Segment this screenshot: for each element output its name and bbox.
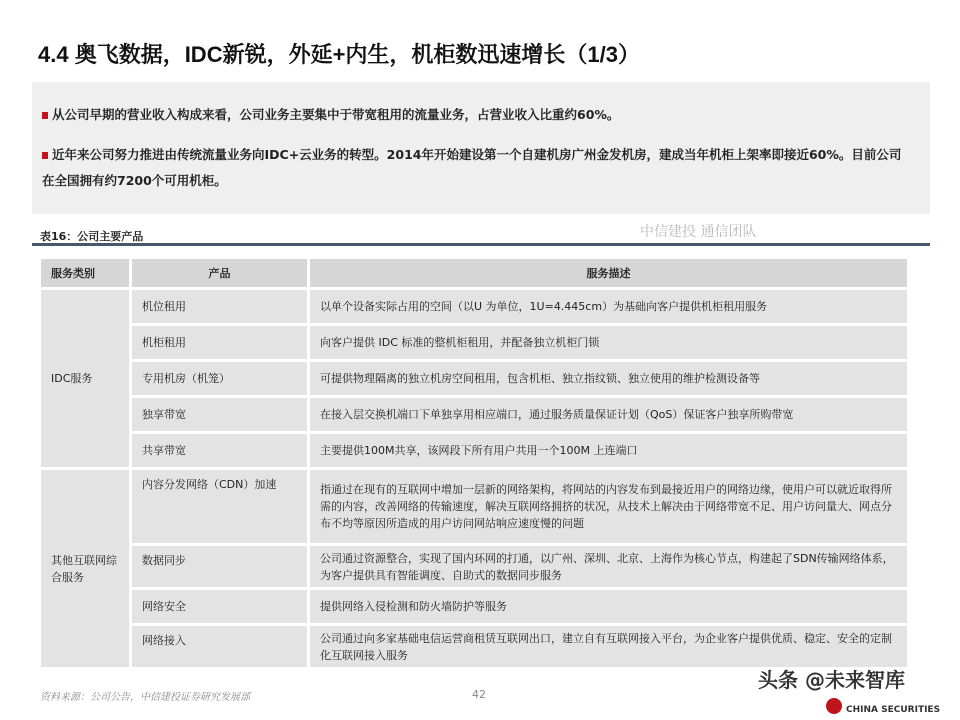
divider [32, 243, 930, 246]
china-securities-logo-icon [826, 698, 842, 714]
desc-cell: 公司通过向多家基础电信运营商租赁互联网出口，建立自有互联网接入平台，为企业客户提供优质、稳定、安全的定制化互联网接入服务 [309, 625, 909, 669]
header-category: 服务类别 [41, 258, 131, 289]
desc-cell: 向客户提供 IDC 标准的整机柜租用，并配备独立机柜门锁 [309, 325, 909, 361]
bullet-text: 从公司早期的营业收入构成来看，公司业务主要集中于带宽租用的流量业务，占营业收入比重约60%。 [52, 107, 620, 122]
desc-cell: 可提供物理隔离的独立机房空间租用，包含机柜、独立指纹锁、独立使用的维护检测设备等 [309, 361, 909, 397]
category-cell: 其他互联网综合服务 [41, 469, 131, 669]
bullet-marker-icon [42, 112, 48, 119]
desc-cell: 主要提供100M共享，该网段下所有用户共用一个100M 上连端口 [309, 433, 909, 469]
desc-cell: 提供网络入侵检测和防火墙防护等服务 [309, 589, 909, 625]
page-number: 42 [472, 688, 486, 701]
table-header [41, 258, 909, 289]
table-caption: 表16：公司主要产品 [40, 230, 144, 243]
header-desc: 服务描述 [309, 258, 909, 289]
product-cell: 专用机房（机笼） [131, 361, 309, 397]
desc-cell: 以单个设备实际占用的空间（以U 为单位，1U=4.445cm）为基础向客户提供机柜租用服务 [309, 289, 909, 325]
products-table [40, 256, 910, 670]
source-note: 资料来源：公司公告，中信建投证券研究发展部 [40, 692, 250, 703]
table-row [41, 625, 909, 669]
table-row [41, 589, 909, 625]
table-row [41, 397, 909, 433]
table-row [41, 289, 909, 325]
header-product: 产品 [131, 258, 309, 289]
product-cell: 网络安全 [131, 589, 309, 625]
diagonal-watermark: 中信建投 通信团队 [640, 224, 757, 240]
table-row [41, 433, 909, 469]
product-cell: 数据同步 [131, 545, 309, 589]
desc-cell: 在接入层交换机端口下单独享用相应端口，通过服务质量保证计划（QoS）保证客户独享所购带宽 [309, 397, 909, 433]
bullet-1 [42, 102, 912, 128]
product-cell: 机位租用 [131, 289, 309, 325]
table-row [41, 545, 909, 589]
product-cell: 网络接入 [131, 625, 309, 669]
product-cell: 内容分发网络（CDN）加速 [131, 469, 309, 545]
company-logo-text: CHINA SECURITIES [846, 705, 941, 715]
bullet-2 [42, 142, 912, 194]
product-cell: 独享带宽 [131, 397, 309, 433]
product-cell: 机柜租用 [131, 325, 309, 361]
bullet-text: 近年来公司努力推进由传统流量业务向IDC+云业务的转型。2014年开始建设第一个自建机房广州金发机房，建成当年机柜上架率即接近60%。目前公司在全国拥有约7200个可用机柜。 [42, 147, 902, 188]
table-row [41, 325, 909, 361]
product-cell: 共享带宽 [131, 433, 309, 469]
table-row [41, 361, 909, 397]
page-title: 4.4 奥飞数据，IDC新锐，外延+内生，机柜数迅速增长（1/3） [38, 42, 641, 67]
platform-watermark: 头条 @未来智库 [758, 668, 905, 692]
desc-cell: 公司通过资源整合，实现了国内环网的打通，以广州、深圳、北京、上海作为核心节点，构建起了SDN传输网络体系，为客户提供具有智能调度、自助式的数据同步服务 [309, 545, 909, 589]
table-row [41, 469, 909, 545]
category-cell: IDC服务 [41, 289, 131, 469]
desc-cell: 指通过在现有的互联网中增加一层新的网络架构，将网站的内容发布到最接近用户的网络边缘，使用户可以就近取得所需的内容，改善网络的传输速度，解决互联网络拥挤的状况，从技术上解决由于网络带宽不足、用户访问量大、网点分布不均等原因所造成的用户访问网站响应速度慢的问题 [309, 469, 909, 545]
bullet-marker-icon [42, 152, 48, 159]
